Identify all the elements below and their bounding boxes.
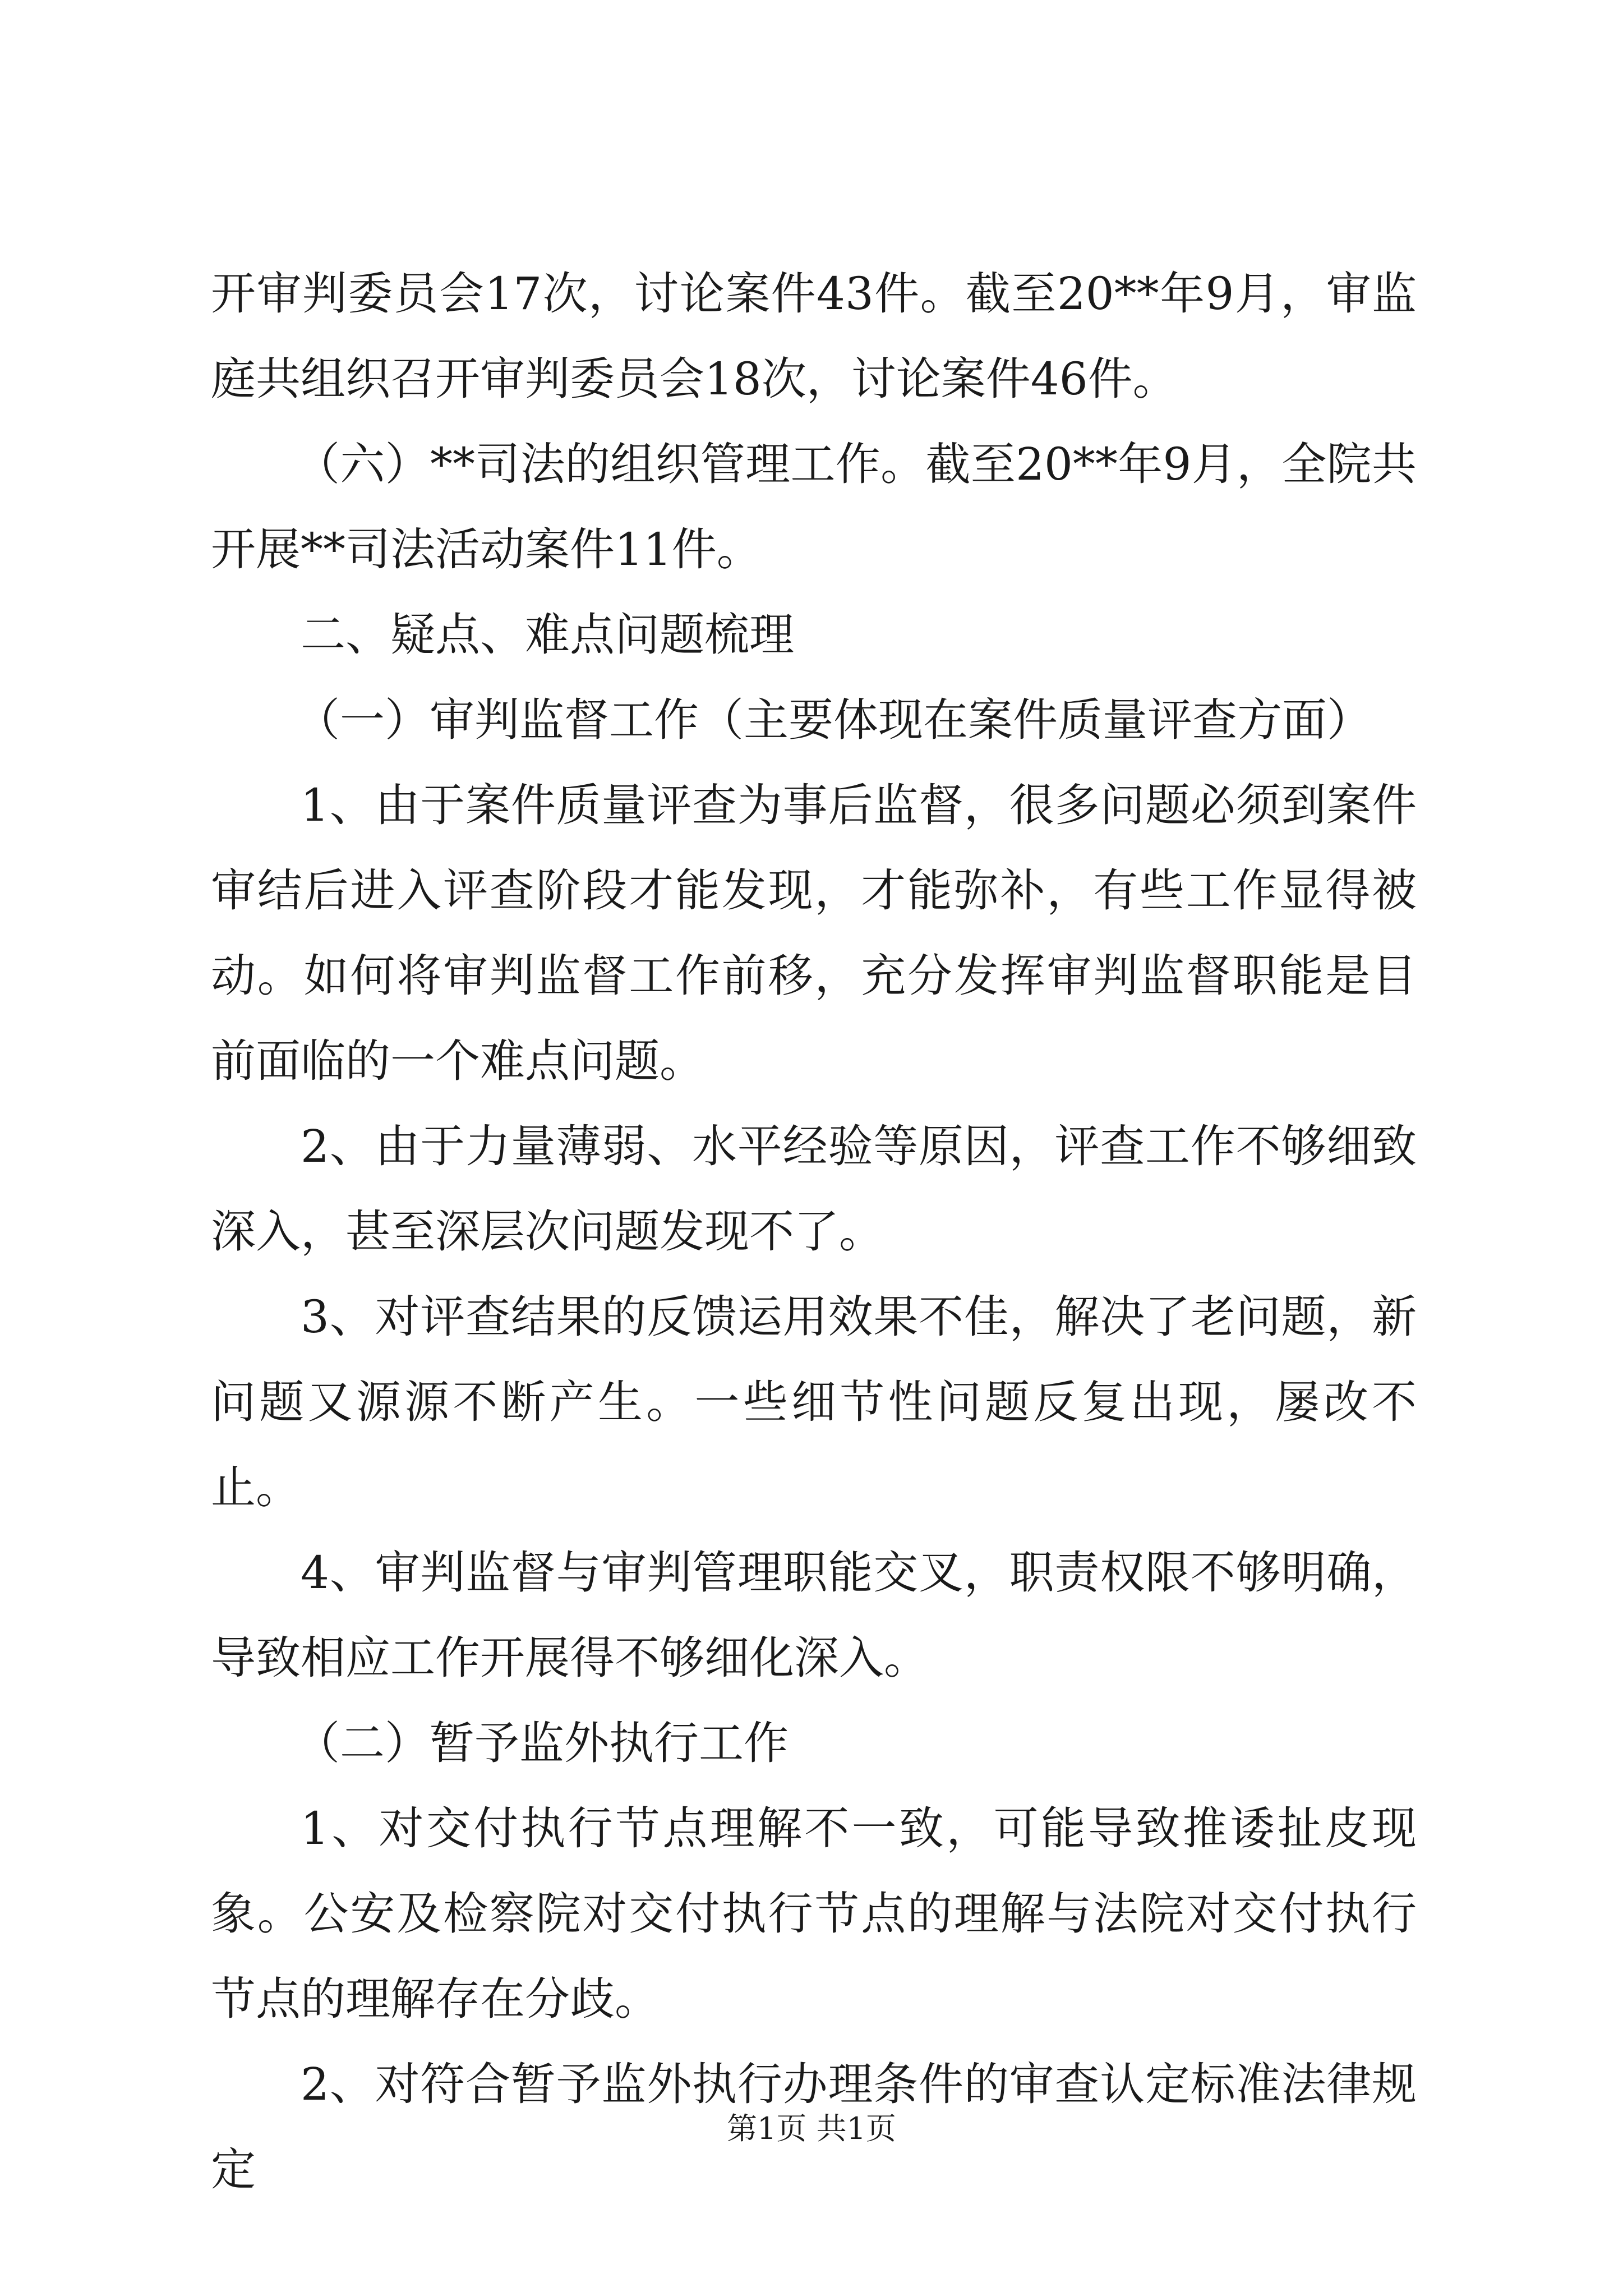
paragraph-item-1: 1、由于案件质量评查为事后监督，很多问题必须到案件审结后进入评查阶段才能发现，才能弥补，有些工作显得被动。如何将审判监督工作前移，充分发挥审判监督职能是目前面临的一个难点问题。 [211,779,1417,1087]
paragraph-item-2: 2、由于力量薄弱、水平经验等原因，评查工作不够细致深入，甚至深层次问题发现不了。 [211,1120,1417,1258]
subsection-heading-temporary-execution: （二）暂予监外执行工作 [295,1717,789,1769]
document-body [211,251,1417,2212]
paragraph-continuation: 开审判委员会17次，讨论案件43件。截至20**年9月，审监庭共组织召开审判委员会18次，讨论案件46件。 [211,268,1417,405]
subsection-heading-trial-supervision: （一）审判监督工作（主要体现在案件质量评查方面） [295,694,1372,746]
paragraph-item-5: 1、对交付执行节点理解不一致，可能导致推诿扯皮现象。公安及检察院对交付执行节点的理解与法院对交付执行节点的理解存在分歧。 [211,1802,1417,2025]
section-heading-two: 二、疑点、难点问题梳理 [301,609,794,661]
paragraph-section-six: （六）**司法的组织管理工作。截至20**年9月，全院共开展**司法活动案件11件。 [211,438,1417,576]
paragraph-item-6: 2、对符合暂予监外执行办理条件的审查认定标准法律规定 [211,2058,1417,2196]
paragraph-item-4: 4、审判监督与审判管理职能交叉，职责权限不够明确，导致相应工作开展得不够细化深入。 [211,1547,1417,1684]
paragraph-item-3: 3、对评查结果的反馈运用效果不佳，解决了老问题，新问题又源源不断产生。一些细节性问题反复出现，屡改不止。 [211,1291,1417,1513]
page-footer [0,2109,1623,2148]
page-number-label: 第1页 共1页 [727,2111,896,2146]
